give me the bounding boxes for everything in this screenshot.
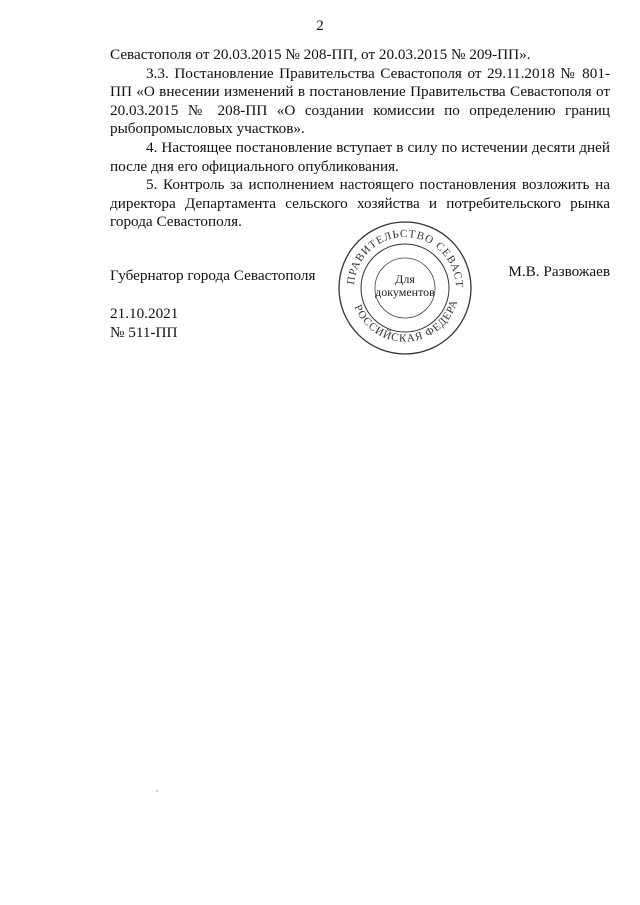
page-number: 2 [316, 18, 324, 34]
paragraph-5: 5. Контроль за исполнением настоящего постановления возложить на директора Департамента сельского хозяйства и потребительского рынка города Севастополя. [110, 176, 610, 231]
seal-center-line-1: Для [395, 272, 415, 286]
document-date: 21.10.2021 [110, 305, 179, 322]
seal-center-line-2: документов [375, 285, 435, 299]
scan-artifact [156, 790, 158, 792]
paragraph-3-3: 3.3. Постановление Правительства Севастополя от 29.11.2018 № 801-ПП «О внесении изменений в постановление Правительства Севастополя от 20.03.2015 № 208-ПП «О создании комиссии по определению границ рыбопромысловых участков». [110, 64, 610, 138]
paragraph-continuation: Севастополя от 20.03.2015 № 208-ПП, от 20.03.2015 № 209-ПП». [110, 46, 531, 63]
seal-lower-text: РОССИЙСКАЯ ФЕДЕРА [351, 297, 461, 345]
document-body [110, 46, 610, 232]
paragraph-4: 4. Настоящее постановление вступает в силу по истечении десяти дней после дня его официального опубликования. [110, 138, 610, 175]
seal-outer-text: ПРАВИТЕЛЬСТВО СЕВАСТ [345, 227, 466, 289]
signatory-title: Губернатор города Севастополя [110, 267, 316, 284]
official-seal [335, 218, 475, 358]
document-number: № 511-ПП [110, 324, 178, 341]
signatory-name: М.В. Развожаев [508, 263, 610, 280]
